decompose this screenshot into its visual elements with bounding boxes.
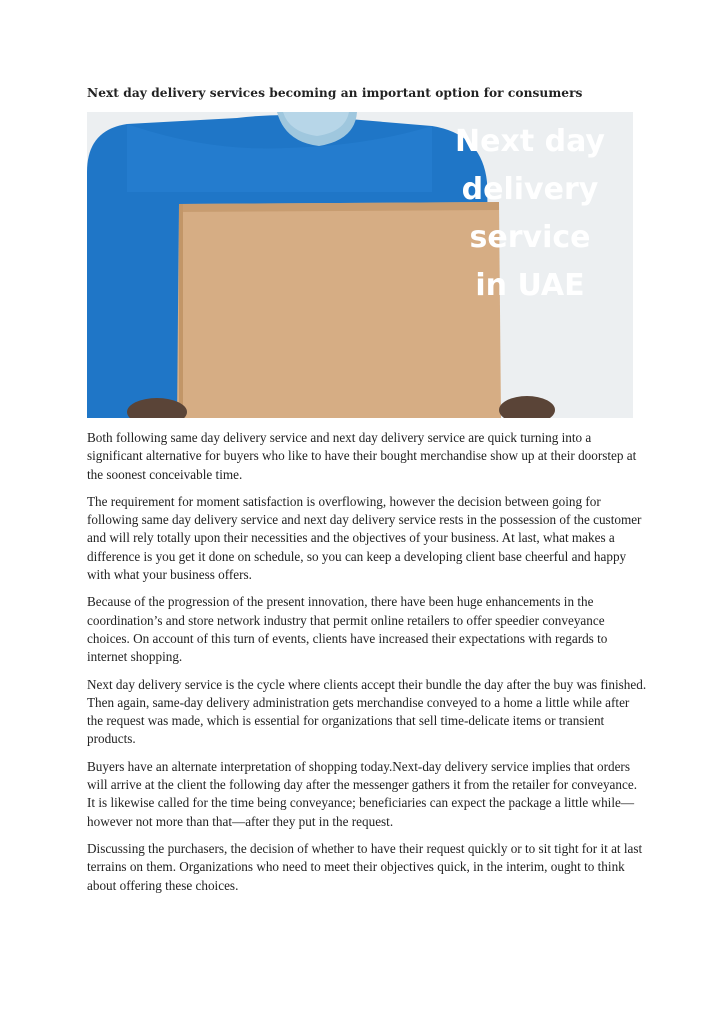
- document-body: [87, 429, 647, 904]
- body-paragraph: Buyers have an alternate interpretation of shopping today.Next-day delivery service implies that orders will arrive at the client the following day after the messenger gathers it from the retailer for conveyance. It is likewise called for the time being conveyance; beneficiaries can expect the package a little while—however not more than that—after they put in the request.: [87, 758, 637, 829]
- hero-caption: [427, 118, 633, 310]
- body-paragraph: Next day delivery service is the cycle where clients accept their bundle the day after the buy was finished. Then again, same-day delivery administration gets merchandise conveyed to a home a little while after the request was made, which is essential for organizations that sell time-delicate items or transient products.: [87, 676, 647, 747]
- document-title: Next day delivery services becoming an important option for consumers: [87, 86, 583, 100]
- hero-image: [87, 112, 633, 418]
- hero-caption-line: service: [469, 220, 591, 255]
- hero-caption-line: in UAE: [475, 268, 585, 303]
- body-paragraph: The requirement for moment satisfaction is overflowing, however the decision between going for following same day delivery service and next day delivery service rests in the possession of the customer and will rely totally upon their necessities and the objectives of your business. At last, what makes a difference is you get it done on schedule, so you can keep a developing client base cheerful and happy with what your business offers.: [87, 493, 642, 583]
- hero-caption-line: delivery: [461, 172, 599, 207]
- hero-caption-line: Next day: [455, 124, 605, 159]
- body-paragraph: Discussing the purchasers, the decision of whether to have their request quickly or to sit tight for it at last terrains on them. Organizations who need to meet their objectives quick, in the interim, ought to think about offering these choices.: [87, 840, 643, 893]
- body-paragraph: Because of the progression of the present innovation, there have been huge enhancements in the coordination’s and store network industry that permit online retailers to offer speedier conveyance choices. On account of this turn of events, clients have increased their expectations with regards to internet shopping.: [87, 594, 608, 665]
- body-paragraph: Both following same day delivery service and next day delivery service are quick turning into a significant alternative for buyers who like to have their bought merchandise show up at their doorstep at the soonest conceivable time.: [87, 430, 637, 482]
